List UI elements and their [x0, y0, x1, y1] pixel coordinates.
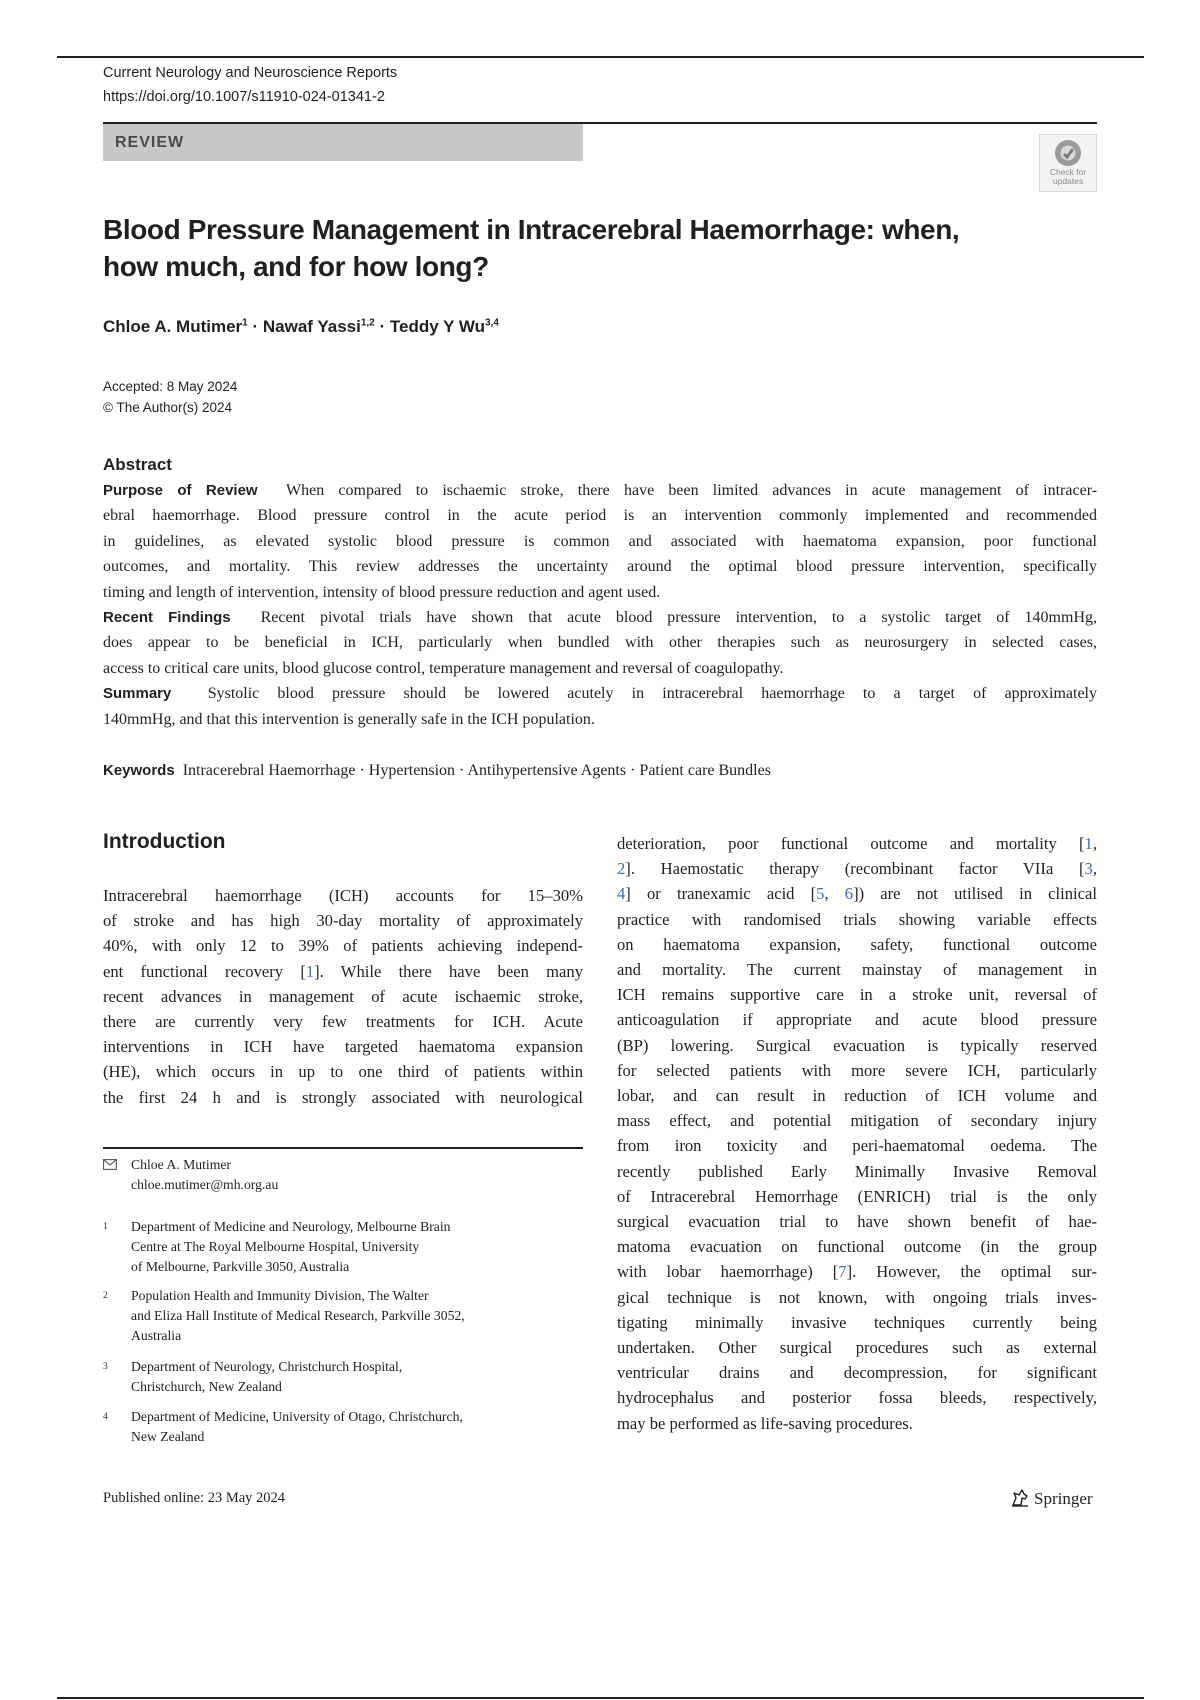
body-line: undertaken. Other surgical procedures such as external — [617, 1338, 1097, 1358]
body-line: on haematoma expansion, safety, functional outcome — [617, 934, 1097, 954]
citation-link[interactable]: 7 — [838, 1262, 847, 1282]
doi-link[interactable]: https://doi.org/10.1007/s11910-024-01341-2 — [103, 89, 385, 105]
body-line: of Intracerebral Hemorrhage (ENRICH) trial is the only — [617, 1186, 1097, 1206]
findings-label: Recent Findings — [103, 609, 231, 627]
body-line: with lobar haemorrhage) [7]. However, the optimal sur- — [617, 1262, 1097, 1282]
abstract-line: timing and length of intervention, intensity of blood pressure reduction and agent used. — [103, 583, 661, 601]
author-list — [103, 317, 499, 337]
publisher-name: Springer — [1034, 1489, 1093, 1508]
body-line: recent advances in management of acute ischaemic stroke, — [103, 986, 583, 1006]
abstract-line: does appear to be beneficial in ICH, particularly when bundled with other therapies such as neurosurgery in selected cases, — [103, 634, 1097, 652]
body-line: deterioration, poor functional outcome and mortality [1, — [617, 834, 1097, 853]
corresponding-author-email[interactable]: chloe.mutimer@mh.org.au — [131, 1177, 279, 1192]
abstract-line: 140mmHg, and that this intervention is generally safe in the ICH population. — [103, 710, 595, 728]
intro-right-column — [617, 831, 1097, 1436]
body-line: mass effect, and potential mitigation of secondary injury — [617, 1111, 1097, 1131]
citation-link[interactable]: 3 — [1084, 859, 1093, 879]
affiliation-number: 3 — [103, 1362, 108, 1372]
citation-link[interactable]: 1 — [305, 961, 315, 981]
author-separator: · — [252, 317, 259, 336]
body-line: ventricular drains and decompression, for significant — [617, 1363, 1097, 1383]
abstract-heading: Abstract — [103, 455, 172, 474]
body-line: 40%, with only 12 to 39% of patients achieving independ- — [103, 936, 583, 956]
body-line: gical technique is not known, with ongoing trials inves- — [617, 1287, 1097, 1307]
author-2[interactable]: Nawaf Yassi$^{1,2}$ — [262, 317, 375, 336]
body-line: (HE), which occurs in up to one third of patients within — [103, 1062, 583, 1082]
body-line: surgical evacuation trial to have shown benefit of hae- — [617, 1212, 1097, 1232]
body-line: anticoagulation if appropriate and acute blood pressure — [617, 1010, 1097, 1030]
body-line: for selected patients with more severe ICH, particularly — [617, 1060, 1097, 1080]
journal-name: Current Neurology and Neuroscience Reports — [103, 65, 398, 81]
abstract-line: outcomes, and mortality. This review addresses the uncertainty around the optimal blood pressure intervention, specifically — [103, 558, 1097, 576]
affiliation-1: 1 Department of Medicine and Neurology, Melbourne Brain Centre at The Royal Melbourne Hospital, University of Melbourne, Parkville 3050, Australia — [103, 1219, 451, 1274]
affiliation-3: 3 Department of Neurology, Christchurch Hospital, Christchurch, New Zealand — [103, 1359, 403, 1394]
body-line: ent functional recovery [1]. While there have been many — [103, 961, 583, 981]
body-line: there are currently very few treatments for ICH. Acute — [103, 1012, 583, 1032]
article-dates — [103, 376, 237, 418]
affiliation-number: 1 — [103, 1222, 108, 1232]
body-line: recently published Early Minimally Invasive Removal — [617, 1161, 1097, 1181]
keywords — [103, 758, 771, 783]
body-line: ICH remains supportive care in a stroke unit, reversal of — [617, 985, 1097, 1005]
body-line: Intracerebral haemorrhage (ICH) accounts for 15–30% — [103, 886, 583, 905]
section-heading-introduction: Introduction — [103, 830, 226, 853]
journal-header — [103, 61, 397, 109]
check-for-updates-badge[interactable] — [1039, 134, 1097, 192]
publisher-logo — [1010, 1488, 1093, 1509]
crossmark-line2: updates — [1052, 176, 1084, 186]
body-line: hydrocephalus and posterior fossa bleeds, respectively, — [617, 1388, 1097, 1408]
check-for-updates-icon — [1053, 138, 1083, 168]
affiliation-2: 2 Population Health and Immunity Division, The Walter and Eliza Hall Institute of Medical Research, Parkville 3052, Australia — [103, 1288, 465, 1343]
correspondence-block — [103, 1155, 583, 1195]
abstract-line: access to critical care units, blood glucose control, temperature management and reversal of coagulopathy. — [103, 659, 784, 677]
copyright: © The Author(s) 2024 — [103, 400, 233, 415]
summary-label: Summary — [103, 685, 172, 703]
crossmark-line1: Check for — [1049, 167, 1087, 177]
citation-link[interactable]: 4 — [617, 884, 626, 904]
body-line: tigating minimally invasive techniques currently being — [617, 1312, 1097, 1332]
title-line-2: how much, and for how long? — [103, 251, 489, 282]
affiliation-number: 2 — [103, 1291, 108, 1301]
abstract-line: Summary Systolic blood pressure should be lowered acutely in intracerebral haemorrhage to a target of approximately — [103, 685, 1097, 703]
purpose-label: Purpose of Review — [103, 482, 258, 499]
abstract-line: Purpose of Review When compared to ischaemic stroke, there have been limited advances in acute management of intracer- — [103, 482, 1097, 499]
body-line: 4] or tranexamic acid [5, 6]) are not utilised in clinical — [617, 884, 1097, 904]
body-line: interventions in ICH have targeted haematoma expansion — [103, 1037, 583, 1057]
bottom-rule — [57, 1697, 1144, 1699]
citation-link[interactable]: 2 — [617, 859, 626, 879]
envelope-icon — [103, 1159, 117, 1170]
corresponding-author-name: Chloe A. Mutimer — [131, 1157, 231, 1172]
published-online: Published online: 23 May 2024 — [103, 1490, 286, 1506]
abstract-line: in guidelines, as elevated systolic blood pressure is common and associated with haematoma expansion, poor functional — [103, 532, 1097, 550]
article-type-band: REVIEW — [103, 124, 583, 161]
citation-link[interactable]: 1 — [1084, 834, 1093, 853]
author-3[interactable]: Teddy Y Wu$^{3,4}$ — [389, 317, 499, 336]
body-line: 2]. Haemostatic therapy (recombinant factor VIIa [3, — [617, 859, 1097, 879]
article-title — [103, 211, 1103, 285]
affiliation-4: 4 Department of Medicine, University of Otago, Christchurch, New Zealand — [103, 1409, 463, 1444]
body-line: may be performed as life-saving procedures. — [617, 1413, 913, 1433]
author-1[interactable]: Chloe A. Mutimer$^1$ — [103, 317, 248, 336]
abstract-body — [103, 478, 1097, 732]
title-line-1: Blood Pressure Management in Intracerebral Haemorrhage: when, — [103, 214, 960, 245]
body-line: (BP) lowering. Surgical evacuation is typically reserved — [617, 1035, 1097, 1055]
citation-link[interactable]: 5 — [816, 884, 825, 904]
accepted-date: Accepted: 8 May 2024 — [103, 379, 238, 394]
body-line: matoma evacuation on functional outcome (in the group — [617, 1237, 1097, 1257]
abstract-line: ebral haemorrhage. Blood pressure control in the acute period is an intervention commonly implemented and recommended — [103, 507, 1097, 525]
springer-horse-icon — [1010, 1488, 1030, 1508]
intro-left-column — [103, 883, 583, 1110]
footnote-rule — [103, 1147, 583, 1149]
body-line: and mortality. The current mainstay of management in — [617, 960, 1097, 980]
abstract-line: Recent Findings Recent pivotal trials have shown that acute blood pressure intervention, to a systolic target of 140mmHg, — [103, 609, 1097, 627]
body-line: practice with randomised trials showing variable effects — [617, 909, 1097, 929]
body-line: from iron toxicity and peri-haematomal oedema. The — [617, 1136, 1097, 1156]
author-separator: · — [379, 317, 386, 336]
body-line: lobar, and can result in reduction of ICH volume and — [617, 1086, 1097, 1106]
top-rule — [57, 56, 1144, 58]
keywords-text: Intracerebral Haemorrhage · Hypertension · Antihypertensive Agents · Patient care Bundles — [182, 762, 771, 779]
citation-link[interactable]: 6 — [844, 884, 854, 904]
body-line: of stroke and has high 30-day mortality of approximately — [103, 911, 583, 931]
body-line: the first 24 h and is strongly associated with neurological — [103, 1087, 583, 1107]
keywords-label: Keywords — [103, 762, 175, 779]
affiliation-number: 4 — [103, 1412, 108, 1422]
